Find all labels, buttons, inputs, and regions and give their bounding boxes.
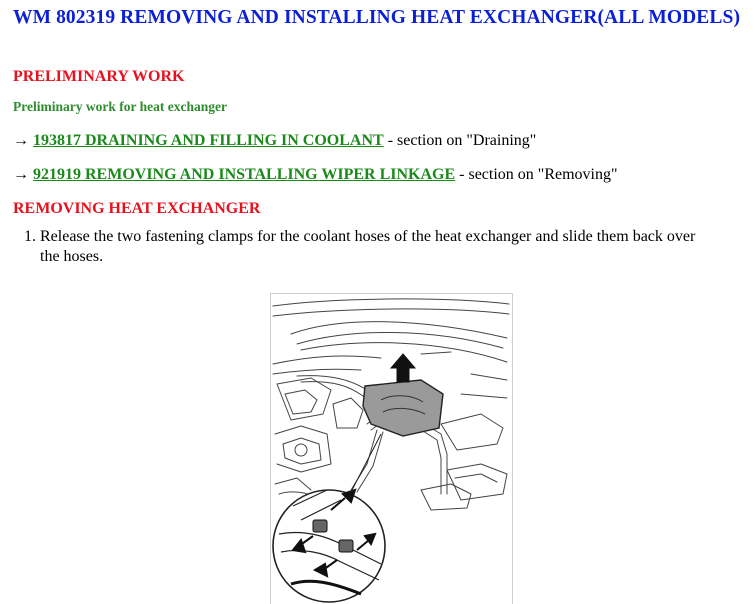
reference-line-coolant: [13, 132, 536, 150]
page-title: WM 802319 REMOVING AND INSTALLING HEAT EXCHANGER(ALL MODELS): [13, 7, 741, 28]
step-list: [24, 227, 714, 267]
removing-heat-exchanger-heading: REMOVING HEAT EXCHANGER: [13, 200, 261, 217]
arrow-right-icon: →: [13, 166, 29, 183]
document-body: [13, 6, 745, 29]
heat-exchanger-illustration-icon: [271, 294, 512, 604]
reference-suffix: - section on "Draining": [383, 132, 537, 149]
link-wiper-linkage[interactable]: 921919 REMOVING AND INSTALLING WIPER LINKAGE: [33, 166, 456, 183]
preliminary-work-heading: PRELIMINARY WORK: [13, 68, 185, 85]
link-draining-filling-coolant[interactable]: 193817 DRAINING AND FILLING IN COOLANT: [33, 132, 384, 149]
reference-line-wiper: [13, 166, 618, 184]
preliminary-work-subheading: Preliminary work for heat exchanger: [13, 99, 227, 114]
step-number: 1.: [24, 228, 36, 245]
heat-exchanger-figure: [270, 293, 513, 604]
arrow-right-icon: →: [13, 132, 29, 149]
step-text: Release the two fastening clamps for the coolant hoses of the heat exchanger and slide them back over the hoses.: [40, 228, 696, 265]
reference-suffix: - section on "Removing": [455, 166, 618, 183]
list-item: [24, 227, 714, 267]
